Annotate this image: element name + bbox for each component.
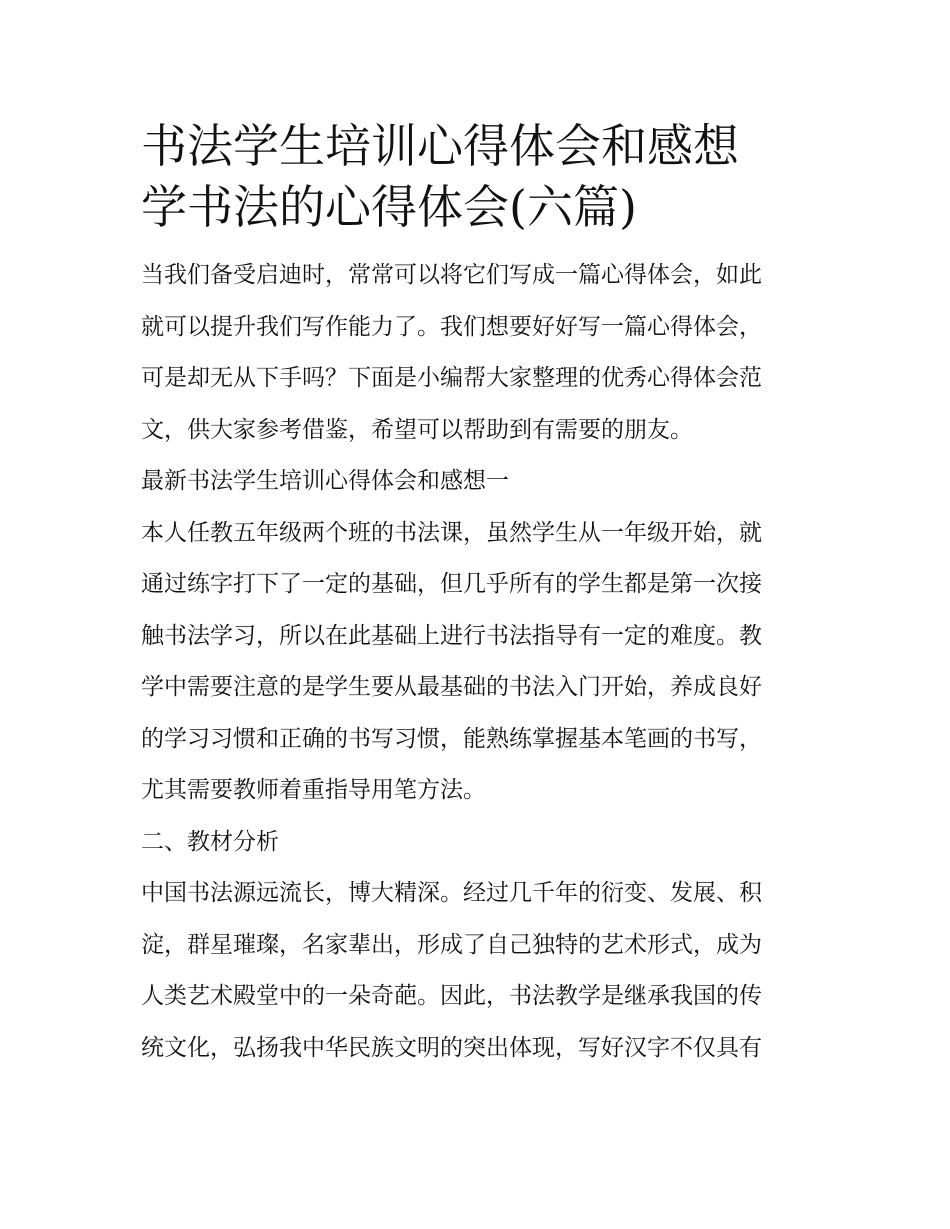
body-line-14: 淀，群星璀璨，名家辈出，形成了自己独特的艺术形式，成为 — [141, 931, 762, 958]
body-line-6: 本人任教五年级两个班的书法课，虽然学生从一年级开始，就 — [141, 519, 762, 546]
body-line-9: 学中需要注意的是学生要从最基础的书法入门开始，养成良好 — [141, 674, 762, 700]
body-line-15: 人类艺术殿堂中的一朵奇葩。因此，书法教学是继承我国的传 — [141, 983, 762, 1009]
title-line-1: 书法学生培训心得体会和感想 — [141, 119, 739, 173]
document-body — [141, 250, 813, 1074]
section-heading-1: 最新书法学生培训心得体会和感想一 — [141, 468, 509, 494]
body-line-8: 触书法学习，所以在此基础上进行书法指导有一定的难度。教 — [141, 622, 762, 649]
body-line-3: 可是却无从下手吗？下面是小编帮大家整理的优秀心得体会范 — [141, 365, 762, 391]
body-line-7: 通过练字打下了一定的基础，但几乎所有的学生都是第一次接 — [141, 571, 762, 597]
body-line-2: 就可以提升我们写作能力了。我们想要好好写一篇心得体会， — [141, 313, 762, 340]
body-line-11: 尤其需要教师着重指导用笔方法。 — [141, 777, 486, 803]
body-line-10: 的学习习惯和正确的书写习惯，能熟练掌握基本笔画的书写， — [141, 725, 762, 752]
body-line-13: 中国书法源远流长，博大精深。经过几千年的衍变、发展、积 — [141, 880, 762, 906]
body-line-1: 当我们备受启迪时，常常可以将它们写成一篇心得体会，如此 — [141, 262, 762, 288]
body-line-4: 文，供大家参考借鉴，希望可以帮助到有需要的朋友。 — [141, 416, 693, 443]
body-line-16: 统文化，弘扬我中华民族文明的突出体现，写好汉字不仅具有 — [141, 1034, 762, 1061]
section-heading-2: 二、教材分析 — [141, 828, 279, 855]
document-title — [141, 116, 813, 238]
title-line-2: 学书法的心得体会(六篇) — [141, 180, 637, 234]
document-content — [141, 116, 813, 1074]
